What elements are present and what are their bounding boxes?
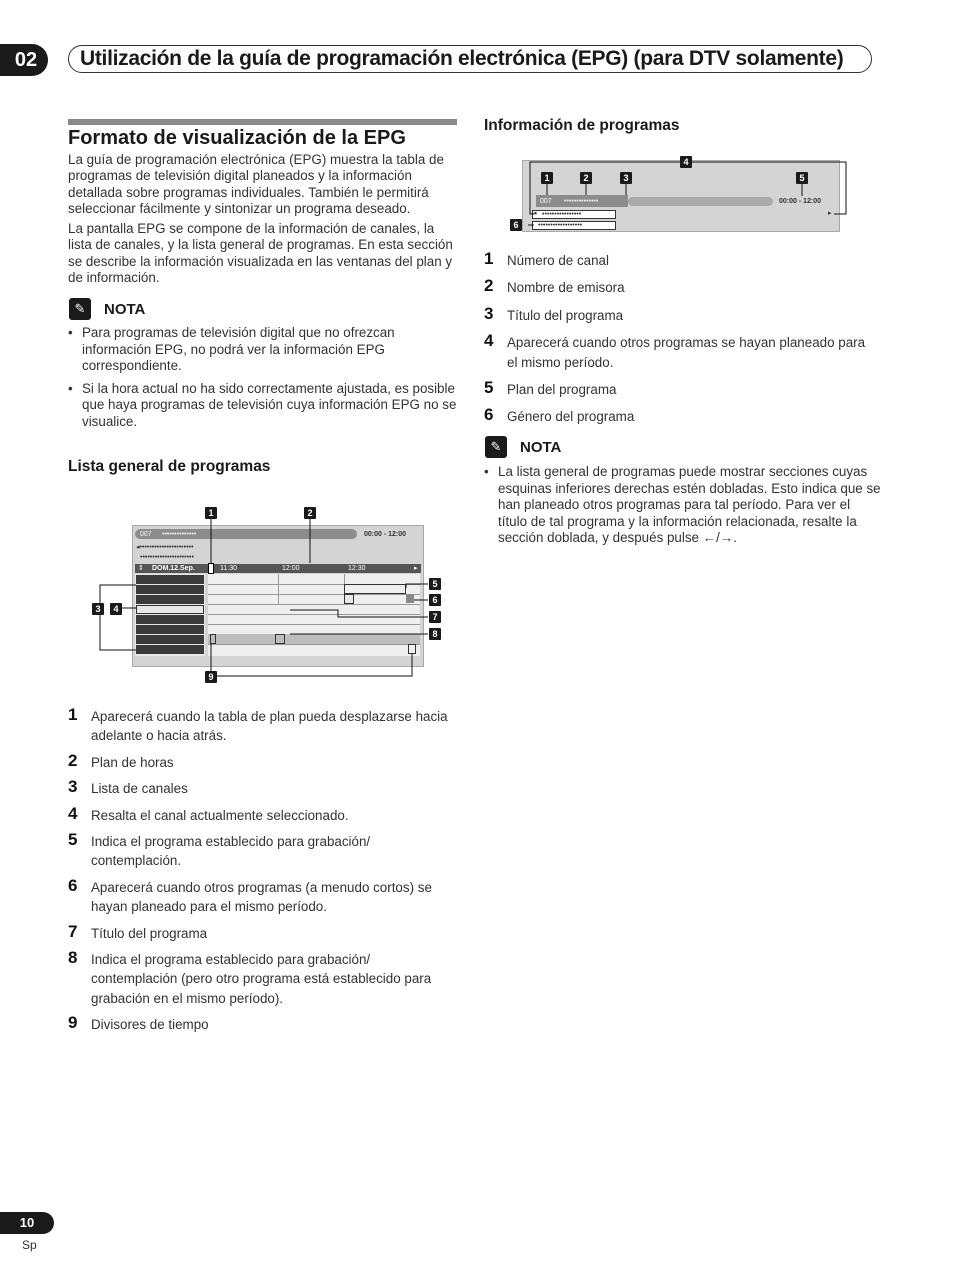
callout-8: 8 bbox=[429, 628, 441, 640]
legend-item: 5 Plan del programa bbox=[484, 378, 617, 398]
callout-1: 1 bbox=[541, 172, 553, 184]
channel-name-placeholder: •••••••••••••• bbox=[564, 198, 599, 205]
legend-item: 3 Título del programa bbox=[484, 303, 624, 323]
time-slot-2: 12:00 bbox=[282, 565, 300, 572]
time-range: 00:00 - 12:00 bbox=[364, 531, 407, 538]
note-item: • Si la hora actual no ha sido correctamente ajustada, es posible que haya programas de televisión cuya información EPG no se visualice. bbox=[68, 381, 458, 431]
program-title-placeholder: •••••••••••••••• bbox=[542, 211, 582, 218]
legend-item: 5 Indica el programa establecido para grabación/ contemplación. bbox=[68, 830, 371, 869]
legend-item: 1 Aparecerá cuando la tabla de plan pueda desplazarse hacia adelante o hacia atrás. bbox=[68, 705, 448, 744]
chapter-title: Utilización de la guía de programación electrónica (EPG) (para DTV solamente) bbox=[80, 47, 844, 70]
callout-7: 7 bbox=[429, 611, 441, 623]
section-title: Formato de visualización de la EPG bbox=[68, 127, 406, 149]
channel-name-placeholder: •••••••••••••• bbox=[162, 531, 197, 538]
section-rule bbox=[68, 119, 457, 125]
note-list bbox=[68, 325, 458, 431]
channel-number: 007 bbox=[540, 198, 552, 205]
language-code: Sp bbox=[22, 1238, 37, 1252]
time-slot-1: 11:30 bbox=[220, 565, 237, 572]
legend-item: 7 Título del programa bbox=[68, 921, 208, 941]
note-item: • La lista general de programas puede mostrar secciones cuyas esquinas inferiores derechas estén dobladas. Esto indica que se han planeado otros programas para tal período. Para ver el título de tal programa y la información relacionada, resalte la sección doblada, y después pulse ←/→. bbox=[484, 464, 882, 547]
subsection-title-program-info: Información de programas bbox=[484, 117, 680, 134]
note-pencil-icon: ✎ bbox=[69, 298, 91, 320]
note-label: NOTA bbox=[104, 301, 146, 318]
legend-item: 3 Lista de canales bbox=[68, 777, 188, 797]
callout-5: 5 bbox=[429, 578, 441, 590]
channel-number: 007 bbox=[140, 531, 152, 538]
legend-item: 9 Divisores de tiempo bbox=[68, 1013, 209, 1033]
page-number: 10 bbox=[0, 1212, 54, 1234]
intro-paragraph-2: La pantalla EPG se compone de la información de canales, la lista de canales, y la lista general de programas. En esta sección se describe la información visualizada en las ventanas del plan y de información. bbox=[68, 221, 453, 286]
scroll-left-icon: ◂ bbox=[533, 210, 537, 217]
callout-5: 5 bbox=[796, 172, 808, 184]
program-info-legend bbox=[484, 251, 874, 435]
callout-4: 4 bbox=[110, 603, 122, 615]
callout-6: 6 bbox=[429, 594, 441, 606]
legend-item: 2 Plan de horas bbox=[68, 750, 174, 770]
program-list-legend bbox=[68, 707, 458, 1042]
time-range: 00:00 - 12:00 bbox=[779, 198, 822, 205]
program-title-placeholder: •••••••••••••••••••••• bbox=[140, 554, 194, 561]
callout-6: 6 bbox=[510, 219, 522, 231]
callout-3: 3 bbox=[620, 172, 632, 184]
legend-item: 6 Aparecerá cuando otros programas (a menudo cortos) se hayan planeado para el mismo período. bbox=[68, 875, 432, 915]
note-label: NOTA bbox=[520, 439, 562, 456]
callout-9: 9 bbox=[205, 671, 217, 683]
legend-item: 4 Aparecerá cuando otros programas se hayan planeado para el mismo período. bbox=[484, 331, 866, 370]
legend-item: 4 Resalta el canal actualmente seleccionado. bbox=[68, 803, 349, 823]
time-slot-3: 12:30 bbox=[348, 565, 366, 572]
schedule-date: DOM.12.Sep. bbox=[152, 565, 195, 572]
callout-leader-lines bbox=[80, 500, 450, 690]
callout-3: 3 bbox=[92, 603, 104, 615]
legend-item: 6 Género del programa bbox=[484, 405, 635, 425]
program-title-placeholder: ◂•••••••••••••••••••••• bbox=[136, 544, 194, 551]
legend-item: 8 Indica el programa establecido para grabación/ contemplación (pero otro programa está establecido para grabación en el mismo período). bbox=[68, 948, 432, 1006]
scroll-right-icon: ▸ bbox=[828, 210, 832, 217]
legend-item: 1 Número de canal bbox=[484, 249, 609, 268]
scroll-updown-icon: ⇕ bbox=[138, 565, 144, 572]
legend-item: 2 Nombre de emisora bbox=[484, 276, 625, 296]
callout-1: 1 bbox=[205, 507, 217, 519]
callout-2: 2 bbox=[304, 507, 316, 519]
subsection-title-program-list: Lista general de programas bbox=[68, 458, 271, 475]
genre-placeholder: •••••••••••••••••• bbox=[538, 222, 583, 229]
callout-4: 4 bbox=[680, 156, 692, 168]
note-pencil-icon: ✎ bbox=[485, 436, 507, 458]
scroll-right-icon: ▸ bbox=[414, 565, 418, 572]
chapter-badge: 02 bbox=[0, 44, 48, 76]
intro-paragraph-1: La guía de programación electrónica (EPG) muestra la tabla de programas de televisión digital planeados y la información detallada sobre programas individuales. También le permitirá seleccionar fácilmente y sintonizar un programa deseado. bbox=[68, 152, 444, 217]
epg-program-list-diagram bbox=[80, 500, 450, 690]
callout-2: 2 bbox=[580, 172, 592, 184]
program-info-diagram bbox=[500, 152, 860, 236]
note-item: • Para programas de televisión digital que no ofrezcan información EPG, no podrá ver la información EPG correspondiente. bbox=[68, 325, 458, 375]
